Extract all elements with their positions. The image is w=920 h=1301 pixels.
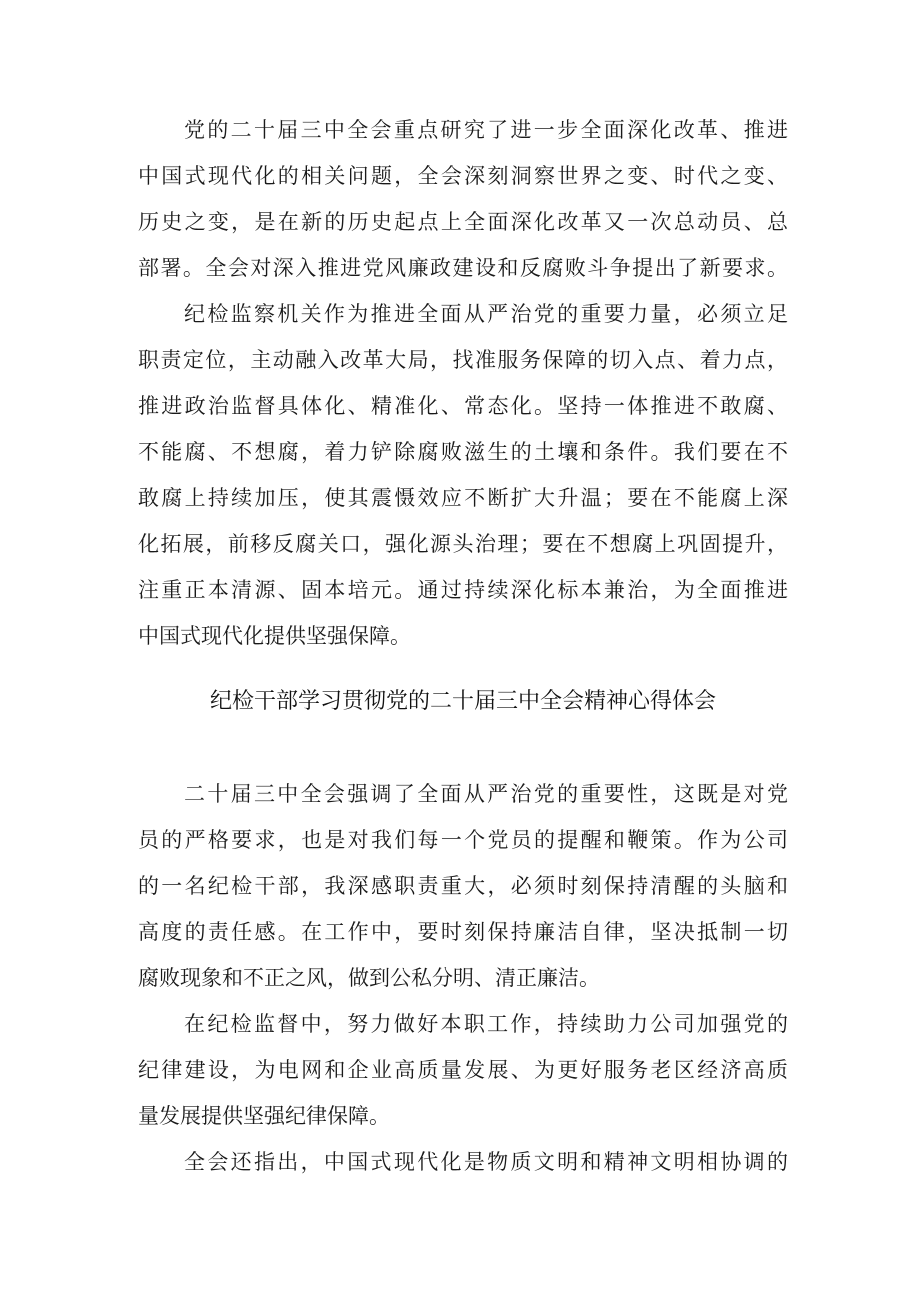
- text-line: 中国式现代化的相关问题，全会深刻洞察世界之变、时代之变、: [138, 164, 788, 188]
- text-line: 历史之变，是在新的历史起点上全面深化改革又一次总动员、总: [138, 210, 788, 234]
- text-line: 化拓展，前移反腐关口，强化源头治理；要在不想腐上巩固提升，: [138, 532, 788, 556]
- text-line: 量发展提供坚强纪律保障。: [138, 1104, 390, 1128]
- text-line: 推进政治监督具体化、精准化、常态化。坚持一体推进不敢腐、: [138, 394, 788, 418]
- text-line: 全会还指出，中国式现代化是物质文明和精神文明相协调的: [184, 1150, 788, 1174]
- text-line: 纪检监察机关作为推进全面从严治党的重要力量，必须立足: [184, 302, 788, 326]
- text-line: 部署。全会对深入推进党风廉政建设和反腐败斗争提出了新要求。: [138, 256, 788, 280]
- text-line: 的一名纪检干部，我深感职责重大，必须时刻保持清醒的头脑和: [138, 874, 788, 898]
- text-line: 中国式现代化提供坚强保障。: [138, 624, 411, 648]
- text-line: 高度的责任感。在工作中，要时刻保持廉洁自律，坚决抵制一切: [138, 920, 788, 944]
- text-line: 注重正本清源、固本培元。通过持续深化标本兼治，为全面推进: [138, 578, 788, 602]
- text-line: 敢腐上持续加压，使其震慑效应不断扩大升温；要在不能腐上深: [138, 486, 788, 510]
- text-line: 纪律建设，为电网和企业高质量发展、为更好服务老区经济高质: [138, 1058, 788, 1082]
- text-line: 不能腐、不想腐，着力铲除腐败滋生的土壤和条件。我们要在不: [138, 440, 788, 464]
- text-line: 员的严格要求，也是对我们每一个党员的提醒和鞭策。作为公司: [138, 828, 788, 852]
- text-line: 在纪检监督中，努力做好本职工作，持续助力公司加强党的: [184, 1012, 788, 1036]
- text-line: 腐败现象和不正之风，做到公私分明、清正廉洁。: [138, 966, 600, 990]
- text-line: 党的二十届三中全会重点研究了进一步全面深化改革、推进: [184, 118, 788, 142]
- section-heading: 纪检干部学习贯彻党的二十届三中全会精神心得体会: [209, 689, 716, 714]
- text-line: 职责定位，主动融入改革大局，找准服务保障的切入点、着力点，: [138, 348, 788, 372]
- text-line: 二十届三中全会强调了全面从严治党的重要性，这既是对党: [184, 782, 788, 806]
